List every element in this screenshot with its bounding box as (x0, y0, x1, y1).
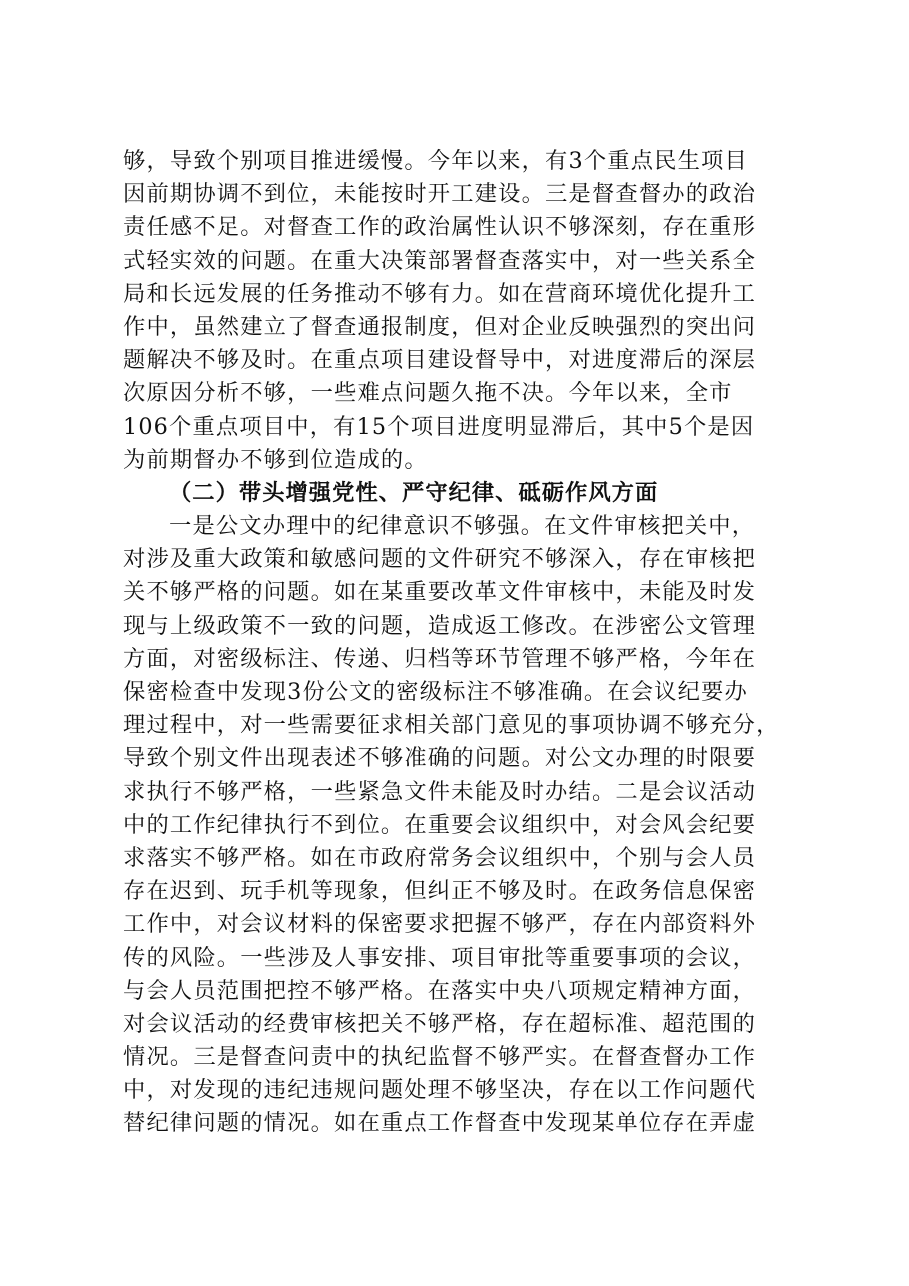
text-line: 导致个别文件出现表述不够准确的问题。对公文办理的时限要 (123, 745, 757, 772)
text-line: 与会人员范围把控不够严格。在落实中央八项规定精神方面， (123, 977, 757, 1004)
text-line: 关不够严格的问题。如在某重要改革文件审核中，未能及时发 (123, 579, 757, 606)
text-line: 对会议活动的经费审核把关不够严格，存在超标准、超范围的 (123, 1010, 757, 1037)
text-line: 106个重点项目中，有15个项目进度明显滞后，其中5个是因 (123, 413, 755, 440)
text-line: 够，导致个别项目推进缓慢。今年以来，有3个重点民生项目 (123, 148, 748, 174)
text-line: 题解决不够及时。在重点项目建设督导中，对进度滞后的深层 (123, 347, 757, 374)
text-line: 传的风险。一些涉及人事安排、项目审批等重要事项的会议， (123, 944, 757, 971)
text-line: 中的工作纪律执行不到位。在重要会议组织中，对会风会纪要 (123, 811, 757, 838)
text-line: 因前期协调不到位，未能按时开工建设。三是督查督办的政治 (123, 181, 757, 208)
text-line: 方面，对密级标注、传递、归档等环节管理不够严格，今年在 (123, 645, 757, 672)
text-line: 现与上级政策不一致的问题，造成返工修改。在涉密公文管理 (123, 612, 757, 639)
text-line: 替纪律问题的情况。如在重点工作督查中发现某单位存在弄虚 (123, 1110, 757, 1137)
text-line: 式轻实效的问题。在重大决策部署督查落实中，对一些关系全 (123, 247, 757, 274)
text-line: 求执行不够严格，一些紧急文件未能及时办结。二是会议活动 (123, 778, 757, 805)
text-line: 求落实不够严格。如在市政府常务会议组织中，个别与会人员 (123, 844, 757, 871)
section-heading: （二）带头增强党性、严守纪律、砥砺作风方面 (169, 479, 659, 506)
text-line: 理过程中，对一些需要征求相关部门意见的事项协调不够充分， (123, 712, 780, 739)
text-line: 保密检查中发现3份公文的密级标注不够准确。在会议纪要办 (123, 679, 748, 705)
text-line: 工作中，对会议材料的保密要求把握不够严，存在内部资料外 (123, 911, 757, 938)
text-line: 中，对发现的违纪违规问题处理不够坚决，存在以工作问题代 (123, 1077, 757, 1104)
text-line: 情况。三是督查问责中的执纪监督不够严实。在督查督办工作 (123, 1044, 757, 1071)
body-text (123, 145, 813, 1141)
text-line: 作中，虽然建立了督查通报制度，但对企业反映强烈的突出问 (123, 313, 757, 340)
text-line: 局和长远发展的任务推动不够有力。如在营商环境优化提升工 (123, 280, 757, 307)
text-line: 一是公文办理中的纪律意识不够强。在文件审核把关中， (169, 513, 756, 540)
text-line: 次原因分析不够，一些难点问题久拖不决。今年以来，全市 (123, 380, 733, 407)
text-line: 责任感不足。对督查工作的政治属性认识不够深刻，存在重形 (123, 214, 757, 241)
text-line: 对涉及重大政策和敏感问题的文件研究不够深入，存在审核把 (123, 546, 757, 573)
text-line: 存在迟到、玩手机等现象，但纠正不够及时。在政务信息保密 (123, 878, 757, 905)
text-line: 为前期督办不够到位造成的。 (123, 446, 428, 473)
